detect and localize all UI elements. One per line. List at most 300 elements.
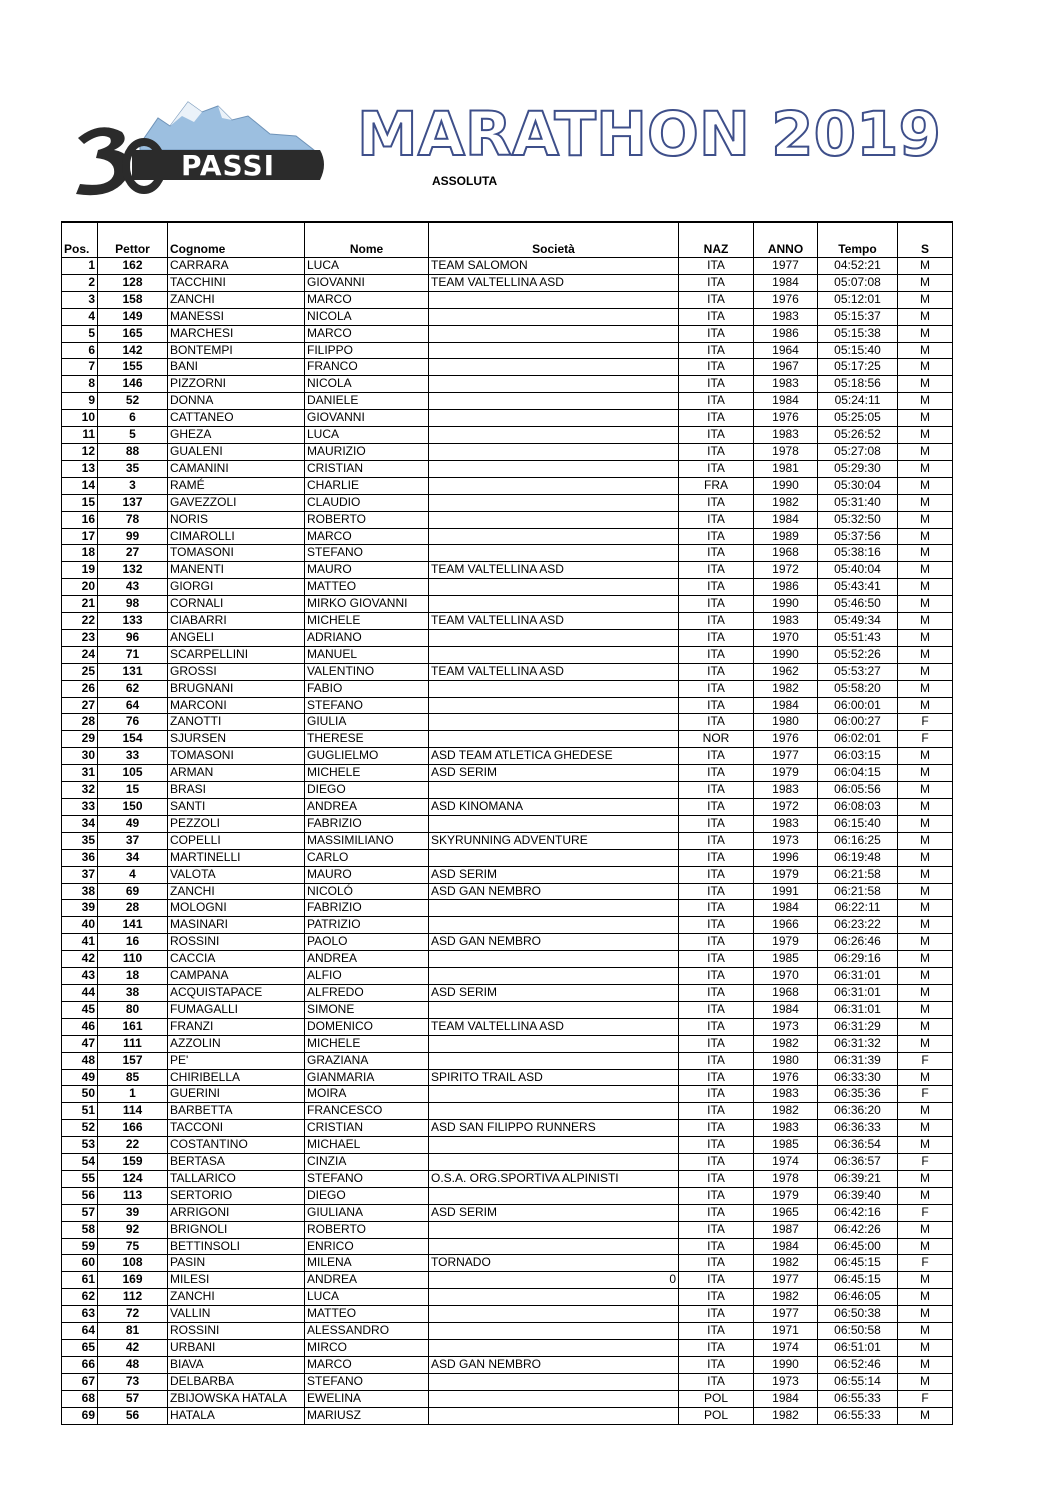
cell-year: 1990 xyxy=(754,596,818,613)
cell-bib: 110 xyxy=(98,951,168,968)
cell-club: ASD GAN NEMBRO xyxy=(429,1356,679,1373)
cell-name: PATRIZIO xyxy=(305,917,429,934)
cell-club: TEAM VALTELLINA ASD xyxy=(429,613,679,630)
cell-name: FABRIZIO xyxy=(305,900,429,917)
cell-club xyxy=(429,1373,679,1390)
cell-time: 05:38:16 xyxy=(818,545,898,562)
table-row xyxy=(62,951,953,968)
cell-nationality: ITA xyxy=(679,1035,754,1052)
cell-name: DOMENICO xyxy=(305,1018,429,1035)
table-row xyxy=(62,258,953,275)
cell-nationality: FRA xyxy=(679,477,754,494)
cell-club: TEAM VALTELLINA ASD xyxy=(429,562,679,579)
cell-nationality: ITA xyxy=(679,308,754,325)
cell-bib: 37 xyxy=(98,832,168,849)
cell-pos: 30 xyxy=(62,748,98,765)
cell-club xyxy=(429,1035,679,1052)
cell-year: 1964 xyxy=(754,342,818,359)
cell-bib: 48 xyxy=(98,1356,168,1373)
cell-nationality: ITA xyxy=(679,866,754,883)
cell-surname: PASIN xyxy=(168,1255,305,1272)
table-row xyxy=(62,731,953,748)
cell-time: 06:21:58 xyxy=(818,883,898,900)
table-row xyxy=(62,1103,953,1120)
column-header-club: Società xyxy=(429,222,679,258)
column-header-surname: Cognome xyxy=(168,222,305,258)
cell-name: NICOLA xyxy=(305,376,429,393)
cell-nationality: ITA xyxy=(679,765,754,782)
cell-year: 1976 xyxy=(754,291,818,308)
cell-bib: 88 xyxy=(98,443,168,460)
cell-time: 05:15:40 xyxy=(818,342,898,359)
cell-surname: COPELLI xyxy=(168,832,305,849)
table-row xyxy=(62,917,953,934)
cell-year: 1979 xyxy=(754,866,818,883)
cell-bib: 85 xyxy=(98,1069,168,1086)
cell-name: MICHAEL xyxy=(305,1137,429,1154)
cell-nationality: ITA xyxy=(679,646,754,663)
cell-surname: TALLARICO xyxy=(168,1170,305,1187)
cell-year: 1983 xyxy=(754,427,818,444)
cell-nationality: ITA xyxy=(679,1137,754,1154)
cell-year: 1976 xyxy=(754,1069,818,1086)
cell-nationality: ITA xyxy=(679,748,754,765)
cell-sex: M xyxy=(898,325,953,342)
cell-sex: M xyxy=(898,1035,953,1052)
cell-sex: M xyxy=(898,629,953,646)
cell-bib: 98 xyxy=(98,596,168,613)
cell-club: TEAM VALTELLINA ASD xyxy=(429,663,679,680)
cell-time: 06:39:40 xyxy=(818,1187,898,1204)
cell-pos: 65 xyxy=(62,1340,98,1357)
cell-surname: SERTORIO xyxy=(168,1187,305,1204)
cell-club xyxy=(429,680,679,697)
event-logo xyxy=(70,98,330,204)
cell-nationality: ITA xyxy=(679,1204,754,1221)
column-header-bib: Pettor xyxy=(98,222,168,258)
cell-name: ALESSANDRO xyxy=(305,1323,429,1340)
cell-surname: GAVEZZOLI xyxy=(168,494,305,511)
table-row xyxy=(62,1187,953,1204)
cell-nationality: ITA xyxy=(679,815,754,832)
cell-nationality: ITA xyxy=(679,663,754,680)
cell-time: 06:35:36 xyxy=(818,1086,898,1103)
cell-pos: 54 xyxy=(62,1154,98,1171)
cell-year: 1984 xyxy=(754,511,818,528)
cell-year: 1972 xyxy=(754,799,818,816)
cell-year: 1982 xyxy=(754,1407,818,1424)
table-row xyxy=(62,934,953,951)
cell-surname: CATTANEO xyxy=(168,410,305,427)
cell-time: 06:46:05 xyxy=(818,1289,898,1306)
cell-bib: 22 xyxy=(98,1137,168,1154)
cell-year: 1983 xyxy=(754,782,818,799)
cell-bib: 132 xyxy=(98,562,168,579)
cell-time: 05:26:52 xyxy=(818,427,898,444)
cell-name: ROBERTO xyxy=(305,1221,429,1238)
cell-bib: 39 xyxy=(98,1204,168,1221)
cell-bib: 158 xyxy=(98,291,168,308)
cell-year: 1982 xyxy=(754,1289,818,1306)
cell-club xyxy=(429,1001,679,1018)
cell-club xyxy=(429,782,679,799)
cell-bib: 128 xyxy=(98,274,168,291)
cell-club xyxy=(429,1221,679,1238)
cell-pos: 8 xyxy=(62,376,98,393)
cell-pos: 9 xyxy=(62,393,98,410)
cell-time: 05:37:56 xyxy=(818,528,898,545)
cell-club xyxy=(429,951,679,968)
cell-bib: 27 xyxy=(98,545,168,562)
cell-pos: 12 xyxy=(62,443,98,460)
cell-surname: ZBIJOWSKA HATALA xyxy=(168,1390,305,1407)
cell-club xyxy=(429,410,679,427)
cell-time: 06:55:14 xyxy=(818,1373,898,1390)
cell-sex: M xyxy=(898,663,953,680)
cell-bib: 105 xyxy=(98,765,168,782)
cell-sex: M xyxy=(898,258,953,275)
cell-sex: M xyxy=(898,308,953,325)
cell-sex: M xyxy=(898,1069,953,1086)
cell-nationality: ITA xyxy=(679,1018,754,1035)
cell-year: 1968 xyxy=(754,545,818,562)
cell-pos: 45 xyxy=(62,1001,98,1018)
cell-sex: M xyxy=(898,460,953,477)
table-row xyxy=(62,528,953,545)
cell-club xyxy=(429,596,679,613)
cell-year: 1990 xyxy=(754,1356,818,1373)
cell-sex: M xyxy=(898,1356,953,1373)
cell-time: 06:51:01 xyxy=(818,1340,898,1357)
cell-year: 1982 xyxy=(754,680,818,697)
cell-pos: 55 xyxy=(62,1170,98,1187)
cell-nationality: ITA xyxy=(679,1187,754,1204)
cell-pos: 66 xyxy=(62,1356,98,1373)
cell-surname: MOLOGNI xyxy=(168,900,305,917)
cell-time: 06:02:01 xyxy=(818,731,898,748)
cell-year: 1962 xyxy=(754,663,818,680)
cell-nationality: ITA xyxy=(679,1340,754,1357)
cell-bib: 18 xyxy=(98,968,168,985)
cell-club: ASD TEAM ATLETICA GHEDESE xyxy=(429,748,679,765)
cell-bib: 6 xyxy=(98,410,168,427)
table-row xyxy=(62,629,953,646)
cell-surname: ZANCHI xyxy=(168,291,305,308)
cell-time: 06:00:27 xyxy=(818,714,898,731)
cell-pos: 51 xyxy=(62,1103,98,1120)
cell-pos: 13 xyxy=(62,460,98,477)
cell-pos: 44 xyxy=(62,984,98,1001)
cell-surname: TACCHINI xyxy=(168,274,305,291)
column-header-nationality: NAZ xyxy=(679,222,754,258)
cell-club xyxy=(429,511,679,528)
cell-nationality: ITA xyxy=(679,917,754,934)
cell-nationality: ITA xyxy=(679,951,754,968)
cell-nationality: ITA xyxy=(679,1170,754,1187)
cell-sex: M xyxy=(898,511,953,528)
cell-surname: MANESSI xyxy=(168,308,305,325)
cell-sex: M xyxy=(898,1272,953,1289)
cell-year: 1979 xyxy=(754,1187,818,1204)
cell-club xyxy=(429,731,679,748)
cell-name: LUCA xyxy=(305,1289,429,1306)
table-row xyxy=(62,308,953,325)
cell-time: 05:51:43 xyxy=(818,629,898,646)
cell-club: ASD SERIM xyxy=(429,984,679,1001)
cell-nationality: ITA xyxy=(679,427,754,444)
cell-year: 1976 xyxy=(754,731,818,748)
cell-nationality: ITA xyxy=(679,274,754,291)
table-row xyxy=(62,494,953,511)
cell-pos: 61 xyxy=(62,1272,98,1289)
cell-surname: BRUGNANI xyxy=(168,680,305,697)
table-row xyxy=(62,1052,953,1069)
cell-pos: 3 xyxy=(62,291,98,308)
cell-pos: 6 xyxy=(62,342,98,359)
cell-name: SIMONE xyxy=(305,1001,429,1018)
cell-time: 06:23:22 xyxy=(818,917,898,934)
cell-name: MAURIZIO xyxy=(305,443,429,460)
cell-name: MIRKO GIOVANNI xyxy=(305,596,429,613)
cell-pos: 57 xyxy=(62,1204,98,1221)
cell-nationality: ITA xyxy=(679,342,754,359)
table-row xyxy=(62,443,953,460)
cell-time: 05:07:08 xyxy=(818,274,898,291)
cell-pos: 50 xyxy=(62,1086,98,1103)
cell-surname: CORNALI xyxy=(168,596,305,613)
cell-surname: SANTI xyxy=(168,799,305,816)
cell-sex: F xyxy=(898,1154,953,1171)
cell-surname: HATALA xyxy=(168,1407,305,1424)
cell-sex: M xyxy=(898,646,953,663)
cell-bib: 4 xyxy=(98,866,168,883)
cell-club xyxy=(429,528,679,545)
cell-time: 06:36:33 xyxy=(818,1120,898,1137)
cell-time: 06:33:30 xyxy=(818,1069,898,1086)
cell-club xyxy=(429,427,679,444)
cell-year: 1980 xyxy=(754,714,818,731)
cell-name: MATTEO xyxy=(305,1306,429,1323)
cell-pos: 27 xyxy=(62,697,98,714)
cell-year: 1990 xyxy=(754,477,818,494)
cell-bib: 43 xyxy=(98,579,168,596)
cell-bib: 5 xyxy=(98,427,168,444)
cell-bib: 113 xyxy=(98,1187,168,1204)
cell-club xyxy=(429,1187,679,1204)
cell-club: ASD GAN NEMBRO xyxy=(429,883,679,900)
cell-time: 05:52:26 xyxy=(818,646,898,663)
cell-surname: MARCONI xyxy=(168,697,305,714)
cell-sex: M xyxy=(898,291,953,308)
cell-year: 1971 xyxy=(754,1323,818,1340)
cell-pos: 4 xyxy=(62,308,98,325)
cell-surname: CIABARRI xyxy=(168,613,305,630)
cell-bib: 42 xyxy=(98,1340,168,1357)
cell-sex: M xyxy=(898,545,953,562)
cell-surname: VALOTA xyxy=(168,866,305,883)
cell-club xyxy=(429,443,679,460)
cell-time: 05:12:01 xyxy=(818,291,898,308)
cell-nationality: ITA xyxy=(679,629,754,646)
cell-bib: 28 xyxy=(98,900,168,917)
cell-name: MIRCO xyxy=(305,1340,429,1357)
cell-club xyxy=(429,917,679,934)
cell-year: 1967 xyxy=(754,359,818,376)
cell-year: 1974 xyxy=(754,1154,818,1171)
cell-year: 1976 xyxy=(754,410,818,427)
cell-bib: 64 xyxy=(98,697,168,714)
cell-club xyxy=(429,1103,679,1120)
cell-year: 1990 xyxy=(754,646,818,663)
cell-bib: 73 xyxy=(98,1373,168,1390)
cell-club xyxy=(429,1407,679,1424)
cell-sex: F xyxy=(898,1052,953,1069)
cell-time: 06:08:03 xyxy=(818,799,898,816)
cell-bib: 62 xyxy=(98,680,168,697)
cell-time: 06:31:32 xyxy=(818,1035,898,1052)
cell-pos: 58 xyxy=(62,1221,98,1238)
cell-club xyxy=(429,714,679,731)
cell-sex: M xyxy=(898,376,953,393)
cell-sex: M xyxy=(898,274,953,291)
cell-year: 1986 xyxy=(754,579,818,596)
cell-surname: CACCIA xyxy=(168,951,305,968)
cell-name: CLAUDIO xyxy=(305,494,429,511)
table-row xyxy=(62,799,953,816)
cell-name: MATTEO xyxy=(305,579,429,596)
cell-name: ANDREA xyxy=(305,951,429,968)
table-row xyxy=(62,460,953,477)
cell-year: 1983 xyxy=(754,376,818,393)
cell-sex: M xyxy=(898,849,953,866)
cell-nationality: ITA xyxy=(679,511,754,528)
cell-year: 1970 xyxy=(754,629,818,646)
table-row xyxy=(62,325,953,342)
cell-bib: 16 xyxy=(98,934,168,951)
cell-club xyxy=(429,325,679,342)
cell-name: EWELINA xyxy=(305,1390,429,1407)
cell-name: CINZIA xyxy=(305,1154,429,1171)
cell-year: 1978 xyxy=(754,443,818,460)
cell-name: ADRIANO xyxy=(305,629,429,646)
cell-time: 04:52:21 xyxy=(818,258,898,275)
cell-nationality: ITA xyxy=(679,579,754,596)
cell-time: 06:42:16 xyxy=(818,1204,898,1221)
cell-pos: 11 xyxy=(62,427,98,444)
cell-club xyxy=(429,968,679,985)
table-row xyxy=(62,1069,953,1086)
cell-club xyxy=(429,1052,679,1069)
cell-pos: 17 xyxy=(62,528,98,545)
cell-time: 05:30:04 xyxy=(818,477,898,494)
cell-sex: M xyxy=(898,984,953,1001)
cell-name: CHARLIE xyxy=(305,477,429,494)
cell-pos: 20 xyxy=(62,579,98,596)
cell-name: NICOLÓ xyxy=(305,883,429,900)
table-row xyxy=(62,1035,953,1052)
cell-name: MARCO xyxy=(305,1356,429,1373)
cell-year: 1974 xyxy=(754,1340,818,1357)
cell-time: 05:43:41 xyxy=(818,579,898,596)
cell-year: 1983 xyxy=(754,308,818,325)
cell-name: STEFANO xyxy=(305,545,429,562)
cell-name: ALFREDO xyxy=(305,984,429,1001)
cell-sex: M xyxy=(898,1001,953,1018)
table-row xyxy=(62,1306,953,1323)
cell-surname: ROSSINI xyxy=(168,934,305,951)
cell-time: 06:50:38 xyxy=(818,1306,898,1323)
cell-pos: 59 xyxy=(62,1238,98,1255)
cell-surname: PEZZOLI xyxy=(168,815,305,832)
cell-name: LUCA xyxy=(305,258,429,275)
table-row xyxy=(62,832,953,849)
cell-name: STEFANO xyxy=(305,697,429,714)
cell-year: 1982 xyxy=(754,494,818,511)
cell-time: 06:16:25 xyxy=(818,832,898,849)
cell-sex: M xyxy=(898,697,953,714)
cell-pos: 53 xyxy=(62,1137,98,1154)
cell-year: 1989 xyxy=(754,528,818,545)
cell-name: MARCO xyxy=(305,291,429,308)
cell-bib: 3 xyxy=(98,477,168,494)
cell-nationality: ITA xyxy=(679,1238,754,1255)
cell-time: 05:53:27 xyxy=(818,663,898,680)
table-row xyxy=(62,680,953,697)
cell-nationality: ITA xyxy=(679,376,754,393)
cell-bib: 159 xyxy=(98,1154,168,1171)
table-row xyxy=(62,342,953,359)
cell-pos: 16 xyxy=(62,511,98,528)
page-title: MARATHON 2019 xyxy=(357,99,941,170)
cell-year: 1981 xyxy=(754,460,818,477)
table-row xyxy=(62,477,953,494)
cell-nationality: ITA xyxy=(679,1323,754,1340)
table-row xyxy=(62,1356,953,1373)
table-row xyxy=(62,1373,953,1390)
cell-time: 06:42:26 xyxy=(818,1221,898,1238)
cell-pos: 19 xyxy=(62,562,98,579)
cell-time: 05:24:11 xyxy=(818,393,898,410)
cell-sex: M xyxy=(898,1289,953,1306)
cell-surname: MARTINELLI xyxy=(168,849,305,866)
cell-pos: 33 xyxy=(62,799,98,816)
cell-year: 1982 xyxy=(754,1035,818,1052)
cell-surname: ARMAN xyxy=(168,765,305,782)
cell-time: 06:52:46 xyxy=(818,1356,898,1373)
cell-club: TEAM VALTELLINA ASD xyxy=(429,1018,679,1035)
cell-pos: 2 xyxy=(62,274,98,291)
cell-name: GIULIA xyxy=(305,714,429,731)
cell-year: 1977 xyxy=(754,258,818,275)
cell-pos: 18 xyxy=(62,545,98,562)
table-row xyxy=(62,765,953,782)
cell-bib: 72 xyxy=(98,1306,168,1323)
cell-surname: ZANCHI xyxy=(168,1289,305,1306)
cell-sex: M xyxy=(898,579,953,596)
cell-bib: 76 xyxy=(98,714,168,731)
column-header-year: ANNO xyxy=(754,222,818,258)
cell-surname: BARBETTA xyxy=(168,1103,305,1120)
cell-name: STEFANO xyxy=(305,1170,429,1187)
cell-club: ASD KINOMANA xyxy=(429,799,679,816)
cell-club xyxy=(429,1306,679,1323)
cell-surname: DONNA xyxy=(168,393,305,410)
cell-nationality: ITA xyxy=(679,291,754,308)
cell-bib: 169 xyxy=(98,1272,168,1289)
cell-name: MAURO xyxy=(305,866,429,883)
cell-bib: 166 xyxy=(98,1120,168,1137)
table-row xyxy=(62,393,953,410)
